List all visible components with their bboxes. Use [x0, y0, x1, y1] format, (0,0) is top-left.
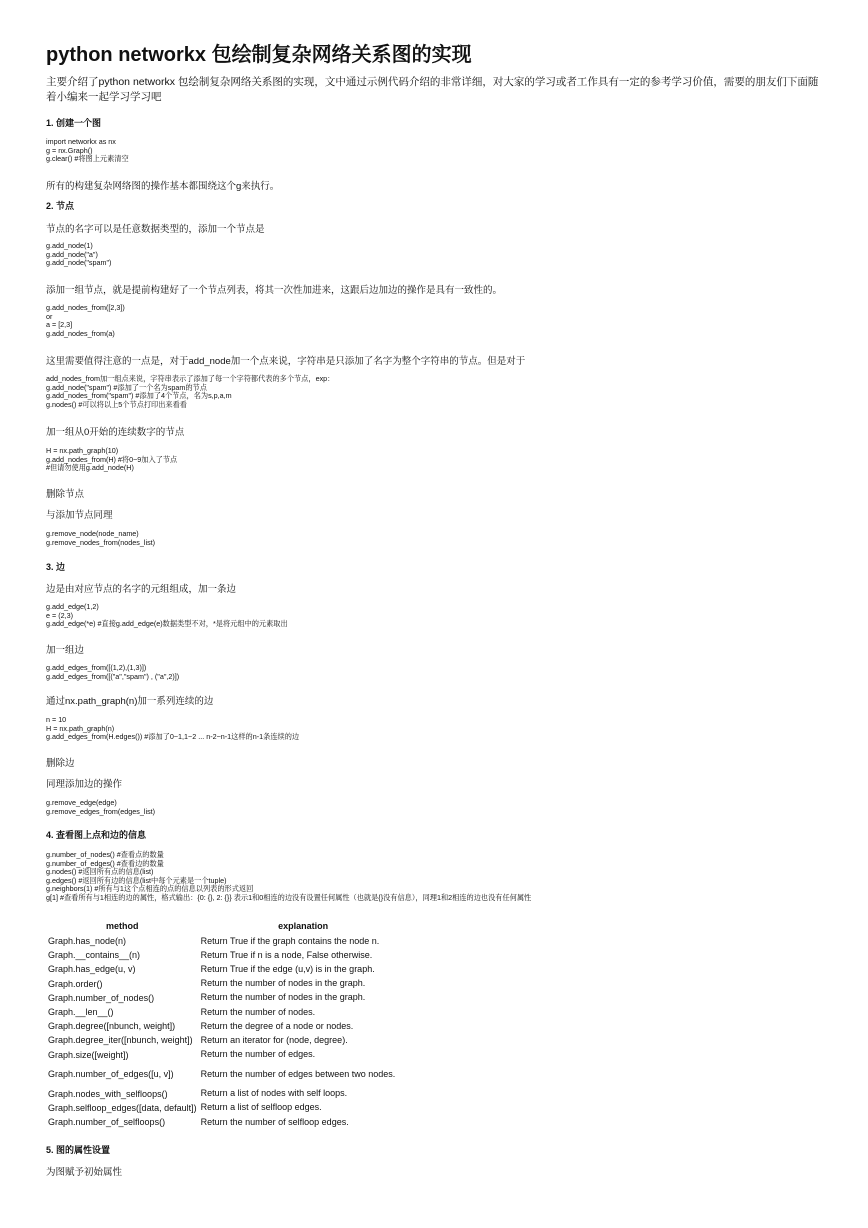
explanation-cell: Return an iterator for (node, degree).: [200, 1034, 348, 1045]
code-block-add-node: g.add_node(1) g.add_node("a") g.add_node("spam"): [46, 241, 112, 267]
code-block-path-graph-edges: n = 10 H = nx.path_graph(n) g.add_edges_from(H.edges()) #添加了0~1,1~2 ... n-2~n-1这样的n-1条连续的边: [46, 715, 300, 741]
code-block-string-nodes: add_nodes_from加一组点来说，字符串表示了添加了每一个字符都代表的多个节点，exp： g.add_node("spam") #添加了一个名为spam的节点 g.add_nodes_from("spam") #添加了4个节点，名为s,p,a,m g.nodes() #可以将以上5个节点打印出来看看: [46, 374, 335, 409]
paragraph: 与添加节点同理: [46, 510, 113, 521]
table-header-row: [46, 918, 408, 934]
section-heading-nodes: 2. 节点: [46, 201, 75, 211]
explanation-cell: Return True if n is a node, False otherwise.: [200, 949, 373, 960]
table-row: [46, 962, 408, 976]
method-cell: Graph.number_of_nodes(): [48, 992, 155, 1003]
section-heading-create-graph: 1. 创建一个图: [46, 118, 102, 128]
method-cell: Graph.degree_iter([nbunch, weight]): [48, 1035, 193, 1046]
paragraph: 加一组边: [46, 645, 85, 656]
explanation-cell: Return a list of selfloop edges.: [200, 1102, 322, 1113]
table-row: [46, 1062, 408, 1087]
code-block-path-graph-nodes: H = nx.path_graph(10) g.add_nodes_from(H) #将0~9加入了节点 #但请勿使用g.add_node(H): [46, 446, 178, 472]
paragraph: 删除节点: [46, 489, 85, 500]
paragraph: 为图赋予初始属性: [46, 1167, 123, 1178]
code-block-remove-nodes: g.remove_node(node_name) g.remove_nodes_from(nodes_list): [46, 529, 156, 547]
method-cell: Graph.__len__(): [48, 1007, 114, 1018]
table-row: [46, 1033, 408, 1047]
table-row: [46, 1048, 408, 1062]
method-cell: Graph.order(): [48, 978, 103, 989]
column-header-method: method: [106, 921, 139, 931]
method-cell: Graph.nodes_with_selfloops(): [48, 1088, 168, 1099]
table-row: [46, 1115, 408, 1129]
explanation-cell: Return the degree of a node or nodes.: [200, 1020, 354, 1031]
code-block-create-graph: import networkx as nx g = nx.Graph() g.clear() #将图上元素清空: [46, 137, 129, 163]
table-row: [46, 1087, 408, 1101]
paragraph: 边是由对应节点的名字的元组组成，加一条边: [46, 584, 237, 595]
table-row: [46, 1019, 408, 1033]
explanation-cell: Return a list of nodes with self loops.: [200, 1088, 348, 1099]
paragraph: 删除边: [46, 758, 75, 769]
explanation-cell: Return the number of nodes in the graph.: [200, 992, 366, 1003]
table-row: [46, 1101, 408, 1115]
code-block-graph-info: g.number_of_nodes() #查看点的数量 g.number_of_edges() #查看边的数量 g.nodes() #返回所有点的信息(list) g.edges() #返回所有边的信息(list中每个元素是一个tuple) g.neighbors(1) #所有与1这个点相连的点的信息以列表的形式返回 g[1] #查看所有与1相连的边的属性，格式输出：{0: {}, 2: {}} 表示1和0相连的边没有设置任何属性（也就是{}没有信息），同理1和2相连的边也没有任何属性: [46, 850, 532, 902]
paragraph: 这里需要值得注意的一点是，对于add_node加一个点来说，字符串是只添加了名字为整个字符串的节点。但是对于: [46, 356, 526, 367]
method-cell: Graph.size([weight]): [48, 1049, 129, 1060]
section-heading-graph-info: 4. 查看图上点和边的信息: [46, 830, 147, 840]
explanation-cell: Return True if the edge (u,v) is in the graph.: [200, 963, 375, 974]
explanation-cell: Return the number of edges between two nodes.: [200, 1068, 396, 1079]
paragraph: 所有的构建复杂网络图的操作基本都围绕这个g来执行。: [46, 181, 280, 192]
section-heading-graph-attributes: 5. 图的属性设置: [46, 1145, 111, 1155]
explanation-cell: Return the number of nodes.: [200, 1006, 316, 1017]
table-row: [46, 934, 408, 948]
explanation-cell: Return True if the graph contains the node n.: [200, 935, 380, 946]
table-row: [46, 948, 408, 962]
method-cell: Graph.selfloop_edges([data, default]): [48, 1102, 197, 1113]
code-block-add-edges-from: g.add_edges_from([(1,2),(1,3)]) g.add_edges_from([("a","spam") , ("a",2)]): [46, 663, 180, 681]
method-cell: Graph.has_node(n): [48, 936, 127, 947]
paragraph: 节点的名字可以是任意数据类型的，添加一个节点是: [46, 224, 265, 235]
code-block-add-nodes-from: g.add_nodes_from([2,3]) or a = [2,3] g.add_nodes_from(a): [46, 303, 125, 338]
method-cell: Graph.degree([nbunch, weight]): [48, 1021, 176, 1032]
table-row: [46, 977, 408, 991]
column-header-explanation: explanation: [278, 921, 329, 931]
explanation-cell: Return the number of edges.: [200, 1049, 316, 1060]
page-title: python networkx 包绘制复杂网络关系图的实现: [46, 44, 472, 66]
code-block-add-edge: g.add_edge(1,2) e = (2,3) g.add_edge(*e) #直接g.add_edge(e)数据类型不对，*是将元组中的元素取出: [46, 602, 288, 628]
table-row: [46, 1005, 408, 1019]
method-cell: Graph.number_of_selfloops(): [48, 1117, 166, 1128]
paragraph: 添加一组节点，就是提前构建好了一个节点列表，将其一次性加进来，这跟后边加边的操作是具有一致性的。: [46, 285, 503, 296]
method-cell: Graph.__contains__(n): [48, 950, 141, 961]
method-cell: Graph.has_edge(u, v): [48, 964, 136, 975]
method-cell: Graph.number_of_edges([u, v]): [48, 1069, 174, 1080]
table-row: [46, 991, 408, 1005]
paragraph: 加一组从0开始的连续数字的节点: [46, 427, 185, 438]
paragraph: 通过nx.path_graph(n)加一系列连续的边: [46, 696, 214, 707]
method-table: [46, 918, 408, 1129]
section-heading-edges: 3. 边: [46, 562, 66, 572]
paragraph: 同理添加边的操作: [46, 779, 123, 790]
code-block-remove-edges: g.remove_edge(edge) g.remove_edges_from(edges_list): [46, 798, 156, 816]
intro-paragraph: 主要介绍了python networkx 包绘制复杂网络关系图的实现，文中通过示例代码介绍的非常详细，对大家的学习或者工作具有一定的参考学习价值，需要的朋友们下面随着小编来一起学习学习吧: [46, 76, 819, 103]
explanation-cell: Return the number of nodes in the graph.: [200, 978, 366, 989]
explanation-cell: Return the number of selfloop edges.: [200, 1116, 349, 1127]
